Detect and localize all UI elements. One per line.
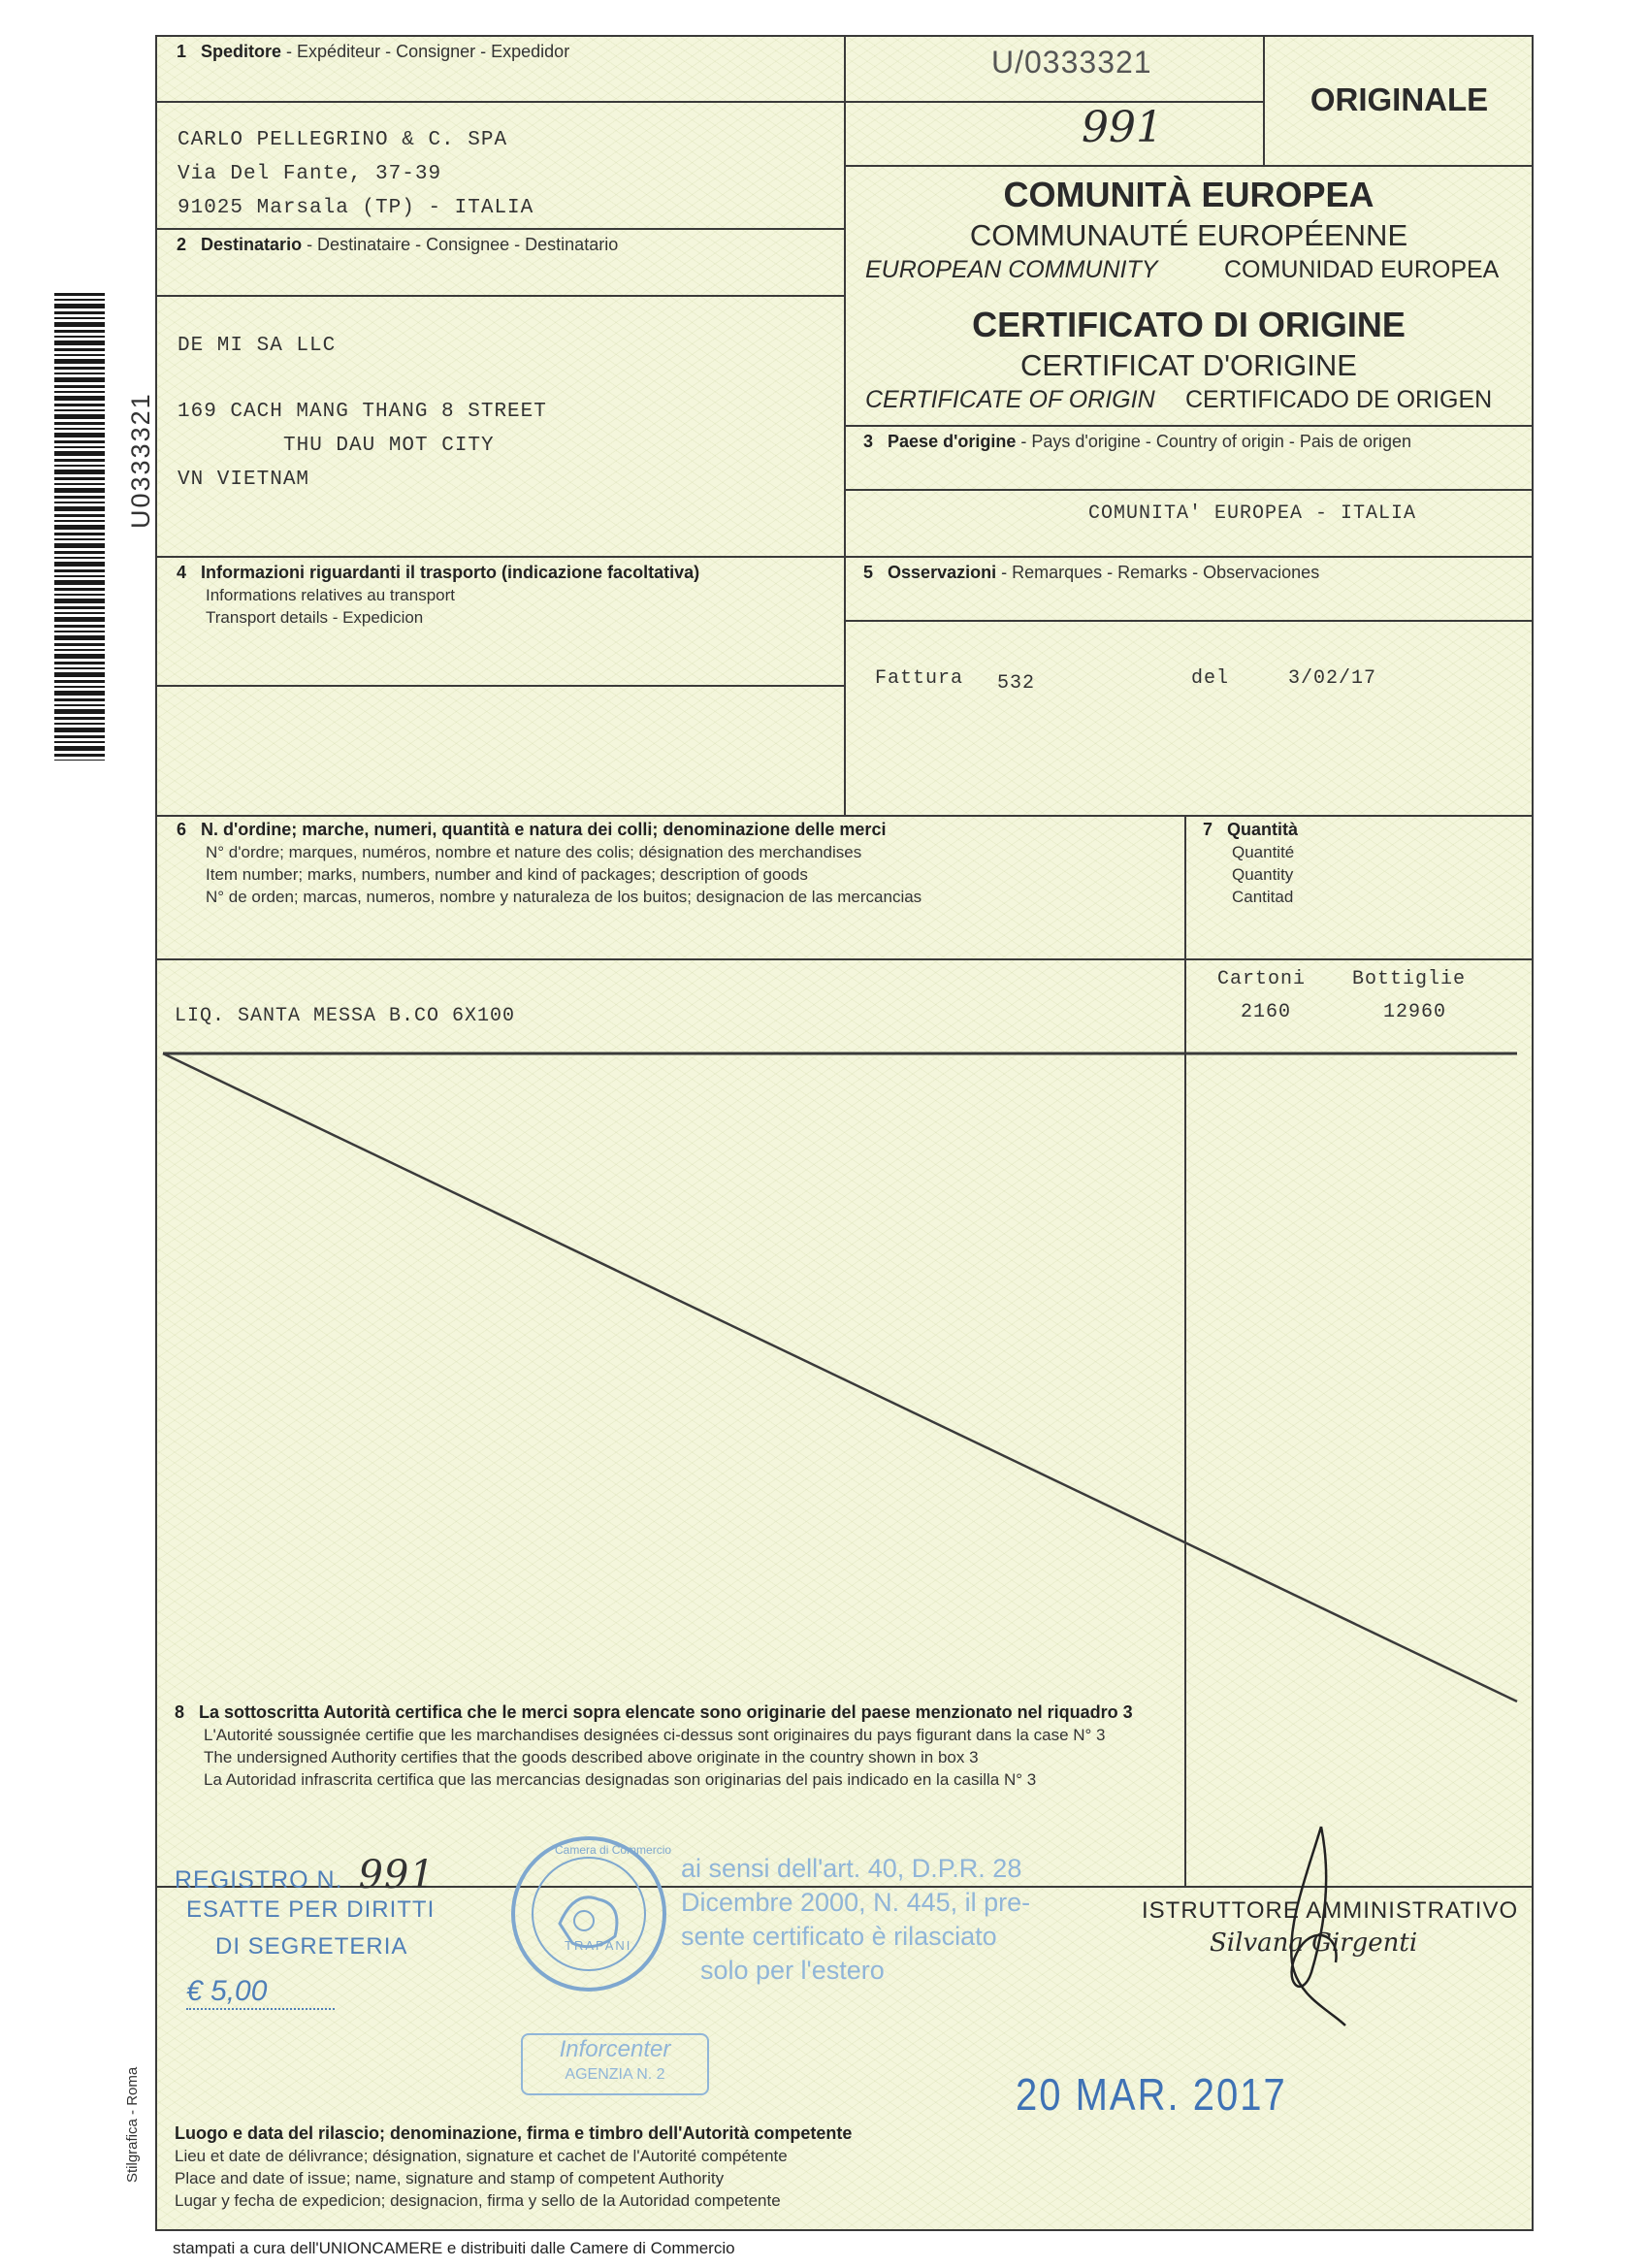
box3-title: Paese d'origine	[888, 432, 1017, 451]
fee-amount: € 5,00	[186, 1975, 335, 2010]
country-of-origin: COMUNITA' EUROPEA - ITALIA	[1088, 502, 1417, 525]
esatte-stamp: ESATTE PER DIRITTI	[186, 1896, 436, 1923]
box8-sub-es: La Autoridad infrascrita certifica que las mercancias designadas son originarias del pais indicado en la casilla N° 3	[204, 1770, 1037, 1789]
invoice-number: 532	[997, 672, 1036, 695]
registro-label: REGISTRO N.	[175, 1866, 343, 1894]
box6-sub-es: N° de orden; marcas, numeros, nombre y naturaleza de los buitos; designacion de las mercancias	[206, 888, 922, 906]
agency-number: AGENZIA N. 2	[565, 2066, 665, 2083]
seal-text: Camera di Commercio	[555, 1843, 672, 1857]
box7-number: 7	[1203, 820, 1213, 839]
box2-translations: - Destinataire - Consignee - Destinatario	[302, 235, 619, 254]
registro-number: 991	[358, 1853, 436, 1897]
printer-credit: Stilgrafica - Roma	[124, 2066, 141, 2183]
consignee-country: VN VIETNAM	[178, 469, 310, 491]
place-date-title: Luogo e data del rilascio; denominazione, firma e timbro dell'Autorità competente	[175, 2123, 853, 2143]
issue-date-stamp: 20 MAR. 2017	[1016, 2070, 1287, 2121]
box8-title: La sottoscritta Autorità certifica che le merci sopra elencate sono originarie del paese menzionato nel riquadro 3	[199, 1702, 1133, 1722]
quantity-bottles: 12960	[1383, 1001, 1447, 1023]
print-note: stampati a cura dell'UNIONCAMERE e distribuiti dalle Camere di Commercio	[173, 2239, 735, 2257]
barcode-bars	[54, 293, 105, 761]
box6-sub-fr: N° d'ordre; marques, numéros, nombre et nature des colis; désignation des merchandises	[206, 843, 862, 861]
certificate-form	[155, 35, 1534, 2231]
agency-stamp	[521, 2033, 709, 2095]
registro-stamp	[175, 1853, 436, 1897]
community-title-en: EUROPEAN COMMUNITY	[865, 256, 1158, 283]
certificate-title-it: CERTIFICATO DI ORIGINE	[972, 305, 1406, 344]
consignee-name: DE MI SA LLC	[178, 335, 337, 357]
place-date-sub-en: Place and date of issue; name, signature and stamp of competent Authority	[175, 2169, 725, 2187]
box7-sub-en: Quantity	[1232, 865, 1294, 884]
box8-sub-en: The undersigned Authority certifies that the goods described above originate in the country shown in box 3	[204, 1748, 979, 1766]
box5-translations: - Remarques - Remarks - Observaciones	[996, 563, 1320, 582]
barcode-number: U0333321	[126, 392, 155, 529]
box1-translations: - Expéditeur - Consigner - Expedidor	[281, 42, 570, 61]
consignee-city: THU DAU MOT CITY	[283, 435, 495, 457]
box6-sub-en: Item number; marks, numbers, number and kind of packages; description of goods	[206, 865, 808, 884]
quantity-col2-label: Bottiglie	[1352, 968, 1467, 990]
invoice-label: Fattura	[875, 667, 964, 690]
legal-line-2: Dicembre 2000, N. 445, il pre-	[681, 1888, 1031, 1917]
quantity-cartons: 2160	[1241, 1001, 1292, 1023]
place-date-sub-es: Lugar y fecha de expedicion; designacion, firma y sello de la Autoridad competente	[175, 2191, 781, 2210]
original-label: ORIGINALE	[1310, 81, 1489, 117]
legal-line-1: ai sensi dell'art. 40, D.P.R. 28	[681, 1854, 1022, 1883]
certificate-title-es: CERTIFICADO DE ORIGEN	[1185, 386, 1493, 413]
quantity-col1-label: Cartoni	[1217, 968, 1307, 990]
box7-title: Quantità	[1227, 820, 1299, 839]
legal-line-3: sente certificato è rilasciato	[681, 1922, 997, 1951]
box1-number: 1	[177, 42, 187, 61]
box8-number: 8	[175, 1702, 185, 1722]
box2-title: Destinatario	[201, 235, 303, 254]
barcode	[54, 293, 105, 761]
box4-sub-en: Transport details - Expedicion	[206, 608, 424, 627]
agency-name: Inforcenter	[559, 2036, 671, 2062]
box6-number: 6	[177, 820, 187, 839]
handwritten-number: 991	[1082, 103, 1163, 152]
officer-signature	[1253, 1817, 1370, 2030]
officer-title: ISTRUTTORE AMMINISTRATIVO	[1142, 1897, 1519, 1924]
invoice-date-label: del	[1191, 667, 1230, 690]
goods-cancel-lines	[157, 37, 1534, 1890]
box4-sub-fr: Informations relatives au transport	[206, 586, 456, 604]
legal-line-4: solo per l'estero	[700, 1956, 885, 1985]
community-title-fr: COMMUNAUTÉ EUROPÉENNE	[969, 218, 1408, 252]
place-date-sub-fr: Lieu et date de délivrance; désignation, signature et cachet de l'Autorité compétente	[175, 2147, 788, 2165]
box6-title: N. d'ordine; marche, numeri, quantità e natura dei colli; denominazione delle merci	[201, 820, 887, 839]
seal-city: TRAPANI	[565, 1938, 632, 1953]
certificate-title-fr: CERTIFICAT D'ORIGINE	[1020, 348, 1357, 382]
consignor-city: 91025 Marsala (TP) - ITALIA	[178, 197, 534, 219]
community-title-es: COMUNIDAD EUROPEA	[1224, 256, 1500, 283]
consignor-street: Via Del Fante, 37-39	[178, 163, 442, 185]
box1-title: Speditore	[201, 42, 282, 61]
box4-title: Informazioni riguardanti il trasporto (indicazione facoltativa)	[201, 563, 700, 582]
box8-sub-fr: L'Autorité soussignée certifie que les marchandises designées ci-dessus sont originaires du pays figurant dans la case N° 3	[204, 1726, 1106, 1744]
consignee-street: 169 CACH MANG THANG 8 STREET	[178, 401, 547, 423]
consignor-name: CARLO PELLEGRINO & C. SPA	[178, 129, 508, 151]
box5-number: 5	[863, 563, 874, 582]
box3-number: 3	[863, 432, 874, 451]
community-title-it: COMUNITÀ EUROPEA	[1003, 175, 1374, 214]
goods-description: LIQ. SANTA MESSA B.CO 6X100	[175, 1005, 516, 1027]
box8-label	[175, 1701, 1133, 1724]
certificate-title-en: CERTIFICATE OF ORIGIN	[865, 386, 1155, 413]
serial-number: U/0333321	[991, 45, 1152, 80]
invoice-date: 3/02/17	[1288, 667, 1377, 690]
box7-sub-es: Cantitad	[1232, 888, 1294, 906]
box3-translations: - Pays d'origine - Country of origin - Pais de origen	[1016, 432, 1411, 451]
box5-title: Osservazioni	[888, 563, 997, 582]
box2-number: 2	[177, 235, 187, 254]
box7-sub-fr: Quantité	[1232, 843, 1295, 861]
officer-name: Silvana Girgenti	[1210, 1928, 1418, 1958]
segreteria-stamp: DI SEGRETERIA	[215, 1933, 408, 1960]
box4-number: 4	[177, 563, 187, 582]
